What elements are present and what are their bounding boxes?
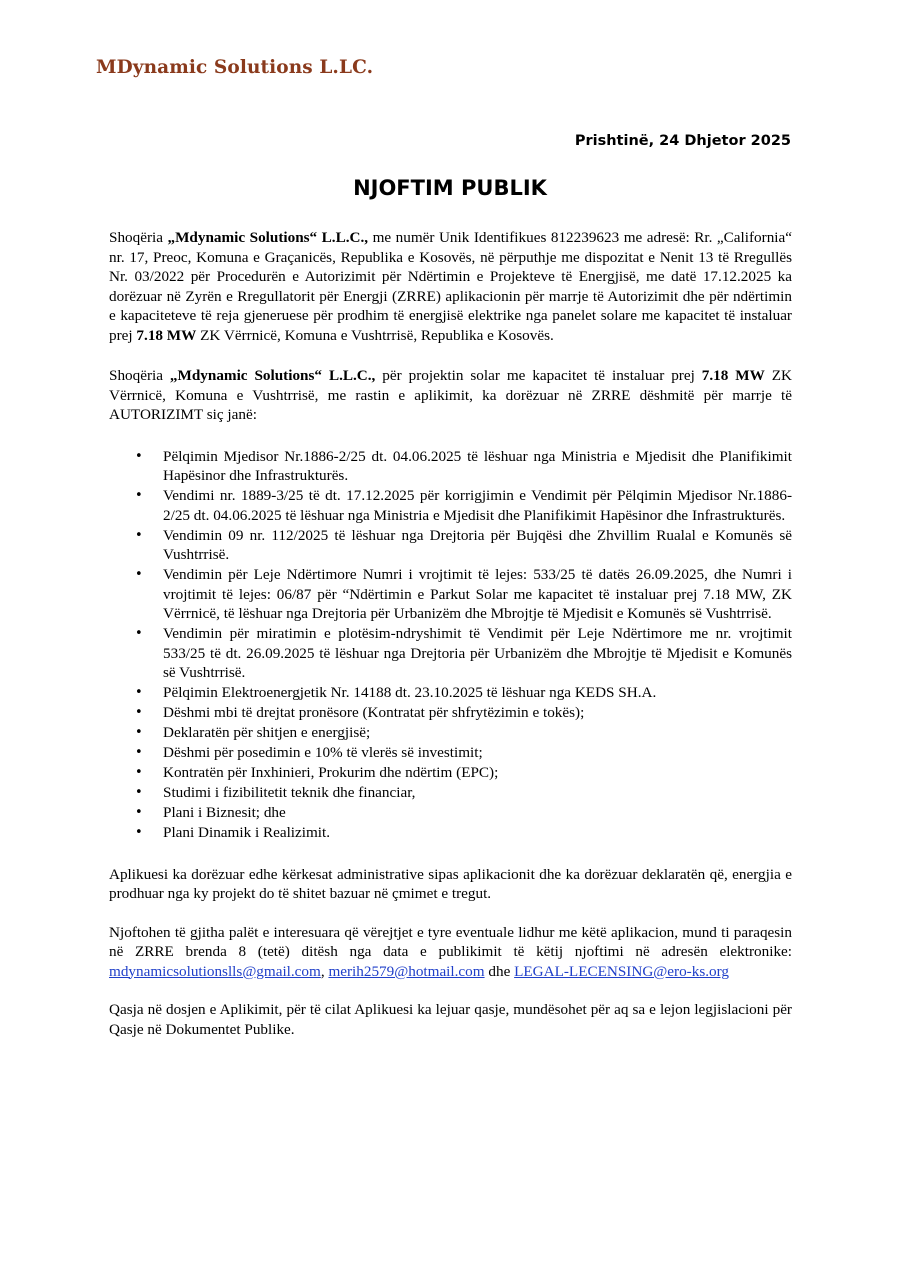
list-item: • Vendimin 09 nr. 112/2025 të lëshuar nga Drejtoria për Bujqësi dhe Zhvillim Rualal e Komunës së Vushtrrisë. xyxy=(163,526,792,565)
intro-text: ZK Vërrnicë, Komuna e Vushtrrisë, Republika e Kosovës. xyxy=(196,326,554,344)
list-item: • Plani i Biznesit; dhe xyxy=(163,803,792,823)
document-body xyxy=(109,228,792,1058)
paragraph-declaration: Aplikuesi ka dorëzuar edhe kërkesat administrative sipas aplikacionit dhe ka dorëzuar deklaratën që, energjia e prodhuar nga ky projekt do të shitet bazuar në çmimet e tregut. xyxy=(109,865,792,902)
document-date: Prishtinë, 24 Dhjetor 2025 xyxy=(574,133,791,149)
company-name-bold: „Mdynamic Solutions“ L.L.C., xyxy=(167,229,369,246)
intro-text: me numër Unik Identifikues 812239623 me adresë: Rr. „California“ nr. 17, Preoc, Komuna e Graçanicës, Republika e Kosovës, në përputhje me dispozitat e Nenit 13 të Rregullës Nr. 03/2022 për Procedurën e Autorizimit për Ndërtimin e Projekteve të Energjisë, me datë 17.12.2025 ka dorëzuar në Zyrën e Rregullatorit për Energji (ZRRE) aplikacionin për marrje të Autorizimit dhe për ndërtimin e kapaciteteve të reja gjeneruese për prodhim të energjisë elektrike nga panelet solare me kapacitet të instaluar prej xyxy=(109,229,792,344)
list-item: • Vendimin për Leje Ndërtimore Numri i vrojtimit të lejes: 533/25 të datës 26.09.2025, dhe Numri i vrojtimit të lejes: 06/87 për “Ndërtimin e Parkut Solar me kapacitet të instaluar prej 7.18 MW, ZK Vërrnicë, të lëshuar nga Drejtoria për Urbanizëm dhe Mbrojtje të Mjedisit e Komunës së Vushtrrisë. xyxy=(163,565,792,624)
list-item: • Dëshmi për posedimin e 10% të vlerës së investimit; xyxy=(163,743,792,763)
paragraph-notice xyxy=(109,923,792,982)
documents-list xyxy=(109,447,792,843)
notice-text: Njoftohen të gjitha palët e interesuara që vërejtjet e tyre eventuale lidhur me këtë aplikacion, mund ti paraqesin në ZRRE brenda 8 (tetë) ditësh nga data e publikimit të këtij njoftimi në adresën elektronike: xyxy=(109,923,792,960)
intro-text: për projektin solar me kapacitet të instaluar prej xyxy=(375,367,702,384)
capacity-bold: 7.18 MW xyxy=(701,367,765,384)
separator-text: , xyxy=(320,962,329,980)
list-item: • Studimi i fizibilitetit teknik dhe financiar, xyxy=(163,783,792,803)
company-header: MDynamic Solutions L.LC. xyxy=(96,57,374,78)
email-link-ero[interactable]: LEGAL-LECENSING@ero-ks.org xyxy=(514,962,730,980)
list-item: • Pëlqimin Elektroenergjetik Nr. 14188 dt. 23.10.2025 të lëshuar nga KEDS SH.A. xyxy=(163,683,792,703)
paragraph-access: Qasja në dosjen e Aplikimit, për të cilat Aplikuesi ka lejuar qasje, mundësohet për aq sa e lejon legjislacioni për Qasje në Dokumentet Publike. xyxy=(109,1001,792,1038)
intro-text: Shoqëria xyxy=(109,367,170,384)
list-item: • Plani Dinamik i Realizimit. xyxy=(163,823,792,843)
intro-paragraph-2 xyxy=(109,366,792,425)
email-link-hotmail[interactable]: merih2579@hotmail.com xyxy=(328,962,485,980)
company-name-bold: „Mdynamic Solutions“ L.L.C., xyxy=(169,367,376,384)
separator-text: dhe xyxy=(484,962,515,980)
list-item: • Dëshmi mbi të drejtat pronësore (Kontratat për shfrytëzimin e tokës); xyxy=(163,703,792,723)
intro-text: Shoqëria xyxy=(109,229,168,246)
list-item: • Vendimi nr. 1889-3/25 të dt. 17.12.2025 për korrigjimin e Vendimit për Pëlqimin Mjedisor Nr.1886-2/25 dt. 04.06.2025 të lëshuar nga Ministria e Mjedisit dhe Planifikimit Hapësinor dhe Infrastrukturës. xyxy=(163,486,792,525)
list-item: • Vendimin për miratimin e plotësim-ndryshimit të Vendimit për Leje Ndërtimore me nr. vrojtimit 533/25 të dt. 26.09.2025 të lëshuar nga Drejtoria për Urbanizëm dhe Mbrojtje të Mjedisit e Komunës së Vushtrrisë. xyxy=(163,624,792,683)
intro-paragraph-1 xyxy=(109,228,792,345)
email-link-mdynamic[interactable]: mdynamicsolutionslls@gmail.com xyxy=(109,962,321,980)
page-title: NJOFTIM PUBLIK xyxy=(353,176,547,200)
capacity-bold: 7.18 MW xyxy=(136,326,197,344)
intro-text: ZK Vërrnicë, Komuna e Vushtrrisë, me rastin e aplikimit, ka dorëzuar në ZRRE dëshmitë për marrje të AUTORIZIMT siç janë: xyxy=(109,367,792,423)
list-item: • Kontratën për Inxhinieri, Prokurim dhe ndërtim (EPC); xyxy=(163,763,792,783)
list-item: • Deklaratën për shitjen e energjisë; xyxy=(163,723,792,743)
list-item: • Pëlqimin Mjedisor Nr.1886-2/25 dt. 04.06.2025 të lëshuar nga Ministria e Mjedisit dhe Planifikimit Hapësinor dhe Infrastrukturës. xyxy=(163,447,792,486)
